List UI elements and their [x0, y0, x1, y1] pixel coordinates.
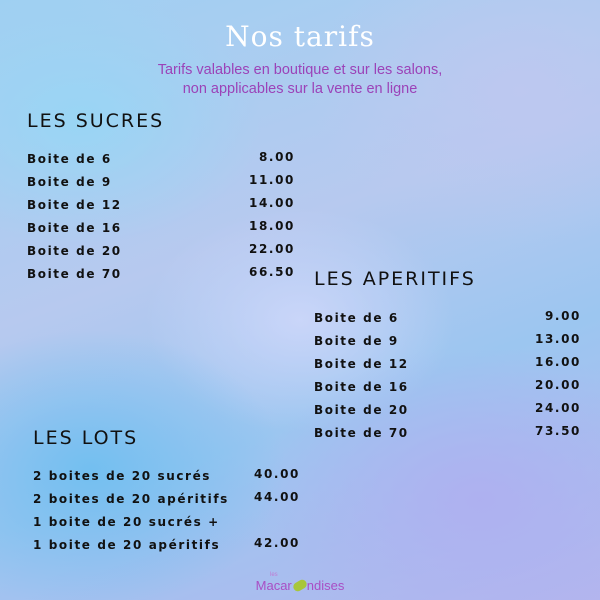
logo-small-text: les: [270, 572, 278, 578]
item-price: 73.50: [535, 424, 581, 438]
item-price: 13.00: [535, 332, 581, 346]
price-row: [314, 380, 581, 403]
item-price: 66.50: [249, 265, 295, 279]
price-row: [27, 267, 295, 290]
aperitifs-price-list: [314, 311, 581, 449]
macaron-icon: [291, 578, 308, 593]
item-label: Boite de 16: [314, 380, 409, 394]
item-label: Boite de 70: [27, 267, 122, 281]
item-price: 9.00: [544, 309, 581, 323]
item-label: 2 boites de 20 sucrés: [33, 469, 212, 483]
lots-section-title: LES LOTS: [33, 427, 139, 449]
lots-price-list: [33, 469, 300, 561]
item-price: 42.00: [254, 536, 300, 550]
item-label: Boite de 6: [314, 311, 399, 325]
item-label: 1 boite de 20 apéritifs: [33, 538, 221, 552]
item-price: 8.00: [258, 150, 295, 164]
aperitifs-section-title: LES APERITIFS: [314, 268, 476, 290]
item-price: 16.00: [535, 355, 581, 369]
price-row: [33, 492, 300, 515]
item-label: Boite de 9: [314, 334, 399, 348]
item-price: 22.00: [249, 242, 295, 256]
item-label: Boite de 16: [27, 221, 122, 235]
sucres-price-list: [27, 152, 295, 290]
item-label: 1 boite de 20 sucrés +: [33, 515, 220, 529]
price-row: [33, 538, 300, 561]
item-price: 44.00: [254, 490, 300, 504]
brand-logo: [0, 572, 600, 593]
item-label: Boite de 20: [314, 403, 409, 417]
price-row: [314, 426, 581, 449]
item-label: Boite de 12: [27, 198, 122, 212]
logo-text-part2: ndises: [306, 578, 345, 593]
price-row: [33, 469, 300, 492]
item-price: 14.00: [249, 196, 295, 210]
logo-text-part1: Macar: [255, 578, 292, 593]
price-row: [27, 221, 295, 244]
subtitle-line-1: Tarifs valables en boutique et sur les salons,: [157, 62, 443, 78]
item-label: Boite de 70: [314, 426, 409, 440]
price-row: [314, 403, 581, 426]
item-price: 11.00: [249, 173, 295, 187]
item-price: 18.00: [249, 219, 295, 233]
price-row: [314, 311, 581, 334]
price-row: [314, 334, 581, 357]
item-label: 2 boites de 20 apéritifs: [33, 492, 229, 506]
price-row: [27, 198, 295, 221]
price-row: [27, 152, 295, 175]
page-title: Nos tarifs: [225, 20, 375, 53]
price-row: [33, 515, 300, 538]
item-price: 20.00: [535, 378, 581, 392]
item-label: Boite de 6: [27, 152, 112, 166]
subtitle-line-2: non applicables sur la vente en ligne: [182, 81, 418, 97]
item-label: Boite de 12: [314, 357, 409, 371]
price-row: [27, 244, 295, 267]
sucres-section-title: LES SUCRES: [27, 110, 165, 132]
page-subtitle: [0, 61, 600, 99]
item-label: Boite de 9: [27, 175, 112, 189]
item-price: 40.00: [254, 467, 300, 481]
price-row: [27, 175, 295, 198]
item-price: 24.00: [535, 401, 581, 415]
item-label: Boite de 20: [27, 244, 122, 258]
price-row: [314, 357, 581, 380]
